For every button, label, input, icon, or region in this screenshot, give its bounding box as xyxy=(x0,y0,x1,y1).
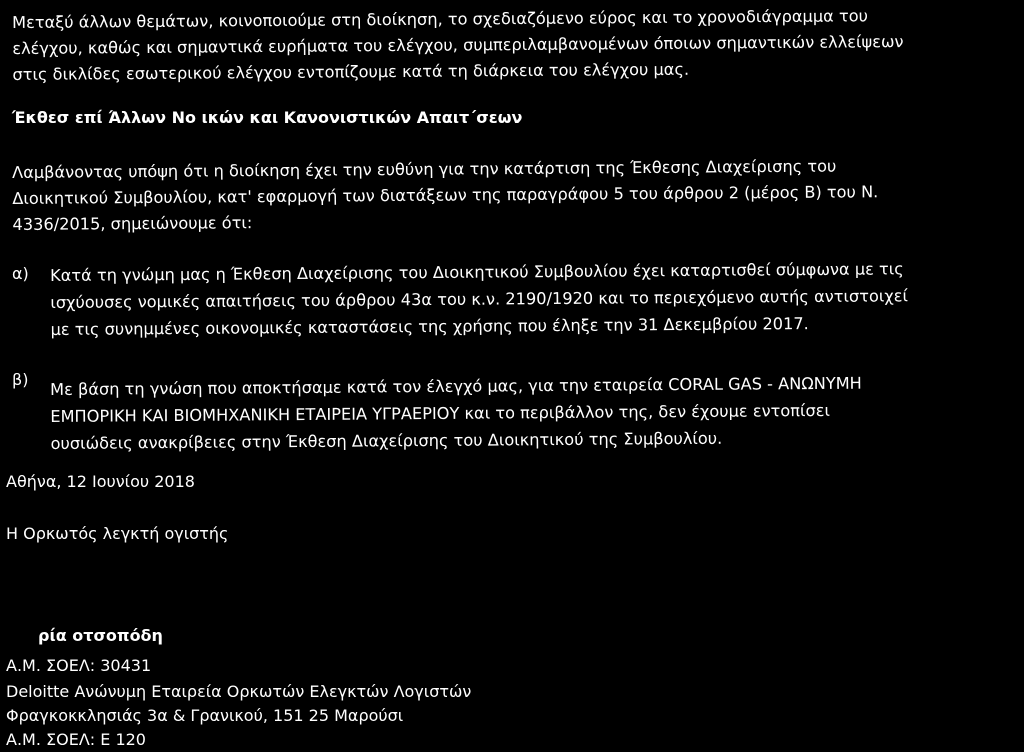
text-line: με τις συνημμένες οικονομικές καταστάσεις της χρήσης που έληξε την 31 Δεκεμβρίου 2017. xyxy=(50,314,809,339)
text-line: Μεταξύ άλλων θεμάτων, κοινοποιούμε στη διοίκηση, το σχεδιαζόμενο εύρος και το χρονοδιάγραμμα του xyxy=(12,6,869,32)
auditor-title: Η Ορκωτός λεγκτή ογιστής xyxy=(6,524,229,543)
item-body-b xyxy=(50,368,1016,457)
text-line: Διοικητικού Συμβουλίου, κατ' εφαρμογή των διατάξεων της παραγράφου 5 του άρθρου 2 (μέρος Β) του Ν. xyxy=(12,182,879,208)
registration-number: Α.Μ. ΣΟΕΛ: 30431 xyxy=(6,656,152,675)
text-line: Λαμβάνοντας υπόψη ότι η διοίκηση έχει την ευθύνη για την κατάρτιση της Έκθεσης Διαχείρισης του xyxy=(12,156,837,182)
item-marker-b: β) xyxy=(12,370,29,389)
section-heading: Έκθεσ επί Άλλων Νο ικών και Κανονιστικών Απαιτ΄σεων xyxy=(12,108,523,127)
text-line: 4336/2015, σημειώνουμε ότι: xyxy=(12,213,253,234)
text-line: ΕΜΠΟΡΙΚΗ ΚΑΙ ΒΙΟΜΗΧΑΝΙΚΗ ΕΤΑΙΡΕΙΑ ΥΓΡΑΕΡΙΟΥ και το περιβάλλον της, δεν έχουμε εντοπίσει xyxy=(50,400,831,426)
intro-paragraph xyxy=(12,2,1018,88)
signatory-name: ρία οτσοπόδη xyxy=(38,626,163,645)
text-line: ισχύουσες νομικές απαιτήσεις του άρθρου 43α του κ.ν. 2190/1920 και το περιεχόμενο αυτής αντιστοιχεί xyxy=(50,286,909,312)
item-body-a xyxy=(50,254,1016,343)
firm-name: Deloitte Ανώνυμη Εταιρεία Ορκωτών Ελεγκτών Λογιστών xyxy=(6,682,472,701)
preamble-paragraph xyxy=(12,152,1018,238)
firm-address: Φραγκοκκλησιάς 3α & Γρανικού, 151 25 Μαρούσι xyxy=(6,706,404,725)
text-line: Με βάση τη γνώση που αποκτήσαμε κατά τον έλεγχό μας, για την εταιρεία CORAL GAS - ΑΝΩΝΥΜΗ xyxy=(50,373,862,399)
item-marker-a: α) xyxy=(12,264,29,283)
firm-registration-number: Α.Μ. ΣΟΕΛ: Ε 120 xyxy=(6,730,146,749)
place-date: Αθήνα, 12 Ιουνίου 2018 xyxy=(6,472,195,491)
text-line: ουσιώδεις ανακρίβειες στην Έκθεση Διαχείρισης του Διοικητικού της Συμβουλίου. xyxy=(50,428,723,453)
text-line: στις δικλίδες εσωτερικού ελέγχου εντοπίζουμε κατά τη διάρκεια του ελέγχου μας. xyxy=(12,59,690,84)
text-line: Κατά τη γνώμη μας η Έκθεση Διαχείρισης του Διοικητικού Συμβουλίου έχει καταρτισθεί σύμφωνα με τις xyxy=(50,259,904,285)
text-line: ελέγχου, καθώς και σημαντικά ευρήματα του ελέγχου, συμπεριλαμβανομένων όποιων σημαντικών ελλείψεων xyxy=(12,31,904,58)
